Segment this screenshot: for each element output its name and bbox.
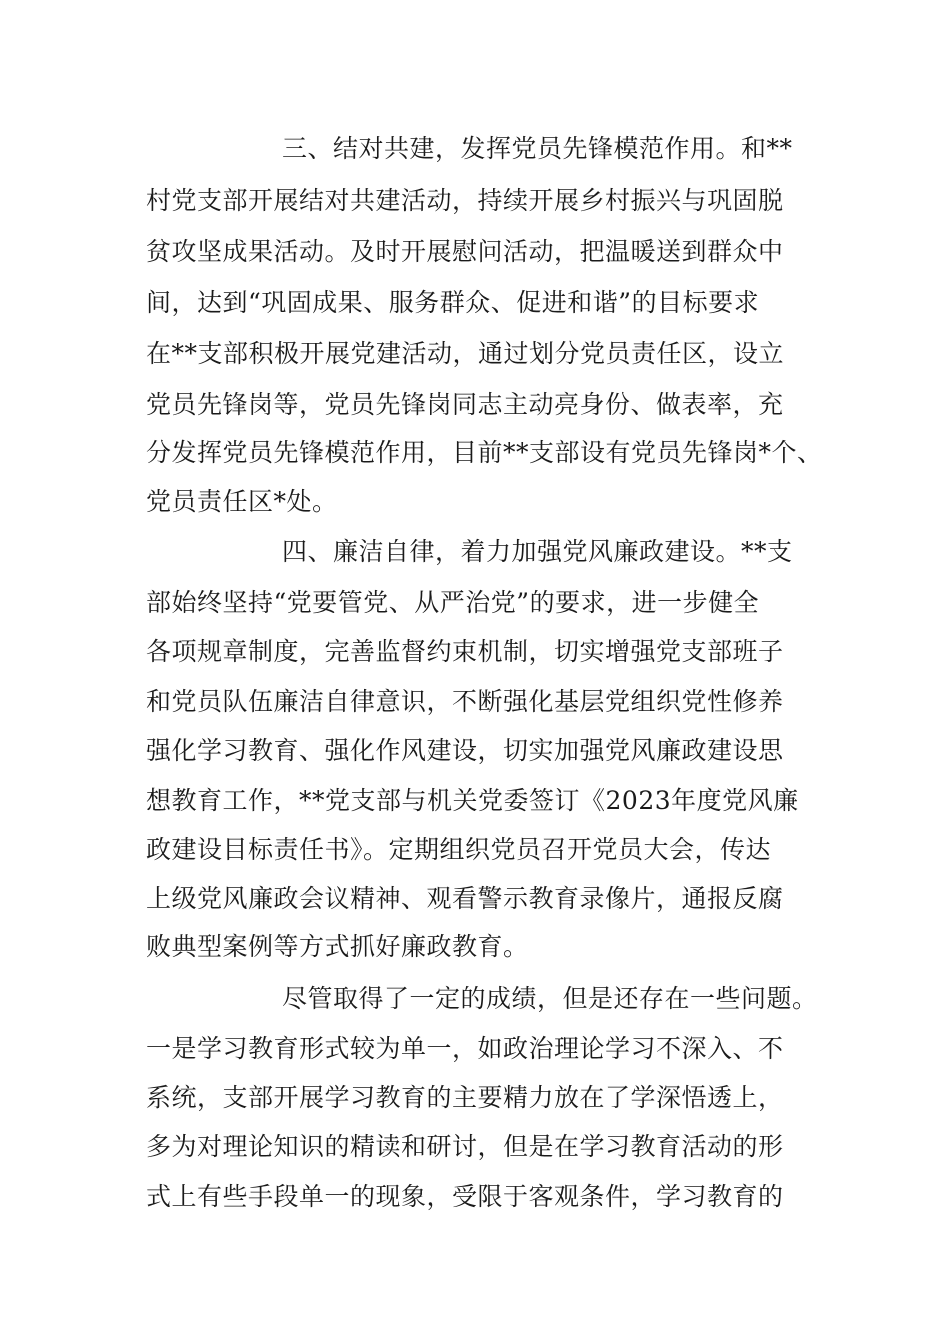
text-line: 式上有些手段单一的现象，受限于客观条件，学习教育的: [146, 1182, 784, 1211]
text-line: 和党员队伍廉洁自律意识，不断强化基层党组织党性修养: [146, 687, 784, 716]
text-line: 在**支部积极开展党建活动，通过划分党员责任区，设立: [146, 339, 785, 368]
paragraph-4-heading-line: 四、廉洁自律，着力加强党风廉政建设。**支: [282, 537, 793, 566]
text-line: 间，达到“巩固成果、服务群众、促进和谐”的目标要求: [146, 288, 760, 317]
text-line: 上级党风廉政会议精神、观看警示教育录像片，通报反腐: [146, 884, 784, 913]
paragraph-3-heading-line: 三、结对共建，发挥党员先锋模范作用。和**: [282, 134, 793, 163]
text-line: 多为对理论知识的精读和研讨，但是在学习教育活动的形: [146, 1132, 784, 1161]
text-line: 部始终坚持“党要管党、从严治党”的要求，进一步健全: [146, 588, 760, 617]
text-line: 贫攻坚成果活动。及时开展慰问活动，把温暖送到群众中: [146, 237, 784, 266]
text-line: 一是学习教育形式较为单一，如政治理论学习不深入、不: [146, 1034, 784, 1063]
text-line: 分发挥党员先锋模范作用，目前**支部设有党员先锋岗*个、: [146, 438, 823, 467]
text-line: 党员先锋岗等，党员先锋岗同志主动亮身份、做表率，充: [146, 390, 784, 419]
text-line: 政建设目标责任书》。定期组织党员召开党员大会，传达: [146, 835, 772, 864]
text-line: 强化学习教育、强化作风建设，切实加强党风廉政建设思: [146, 736, 784, 765]
text-line: 村党支部开展结对共建活动，持续开展乡村振兴与巩固脱: [146, 186, 784, 215]
text-line: 党员责任区*处。: [146, 487, 338, 516]
text-line: 败典型案例等方式抓好廉政教育。: [146, 932, 529, 961]
text-line: 系统，支部开展学习教育的主要精力放在了学深悟透上，: [146, 1083, 784, 1112]
text-line: 各项规章制度，完善监督约束机制，切实增强党支部班子: [146, 637, 784, 666]
text-line: 想教育工作，**党支部与机关党委签订《2023年度党风廉: [146, 786, 799, 815]
paragraph-5-first-line: 尽管取得了一定的成绩，但是还存在一些问题。: [282, 984, 818, 1013]
